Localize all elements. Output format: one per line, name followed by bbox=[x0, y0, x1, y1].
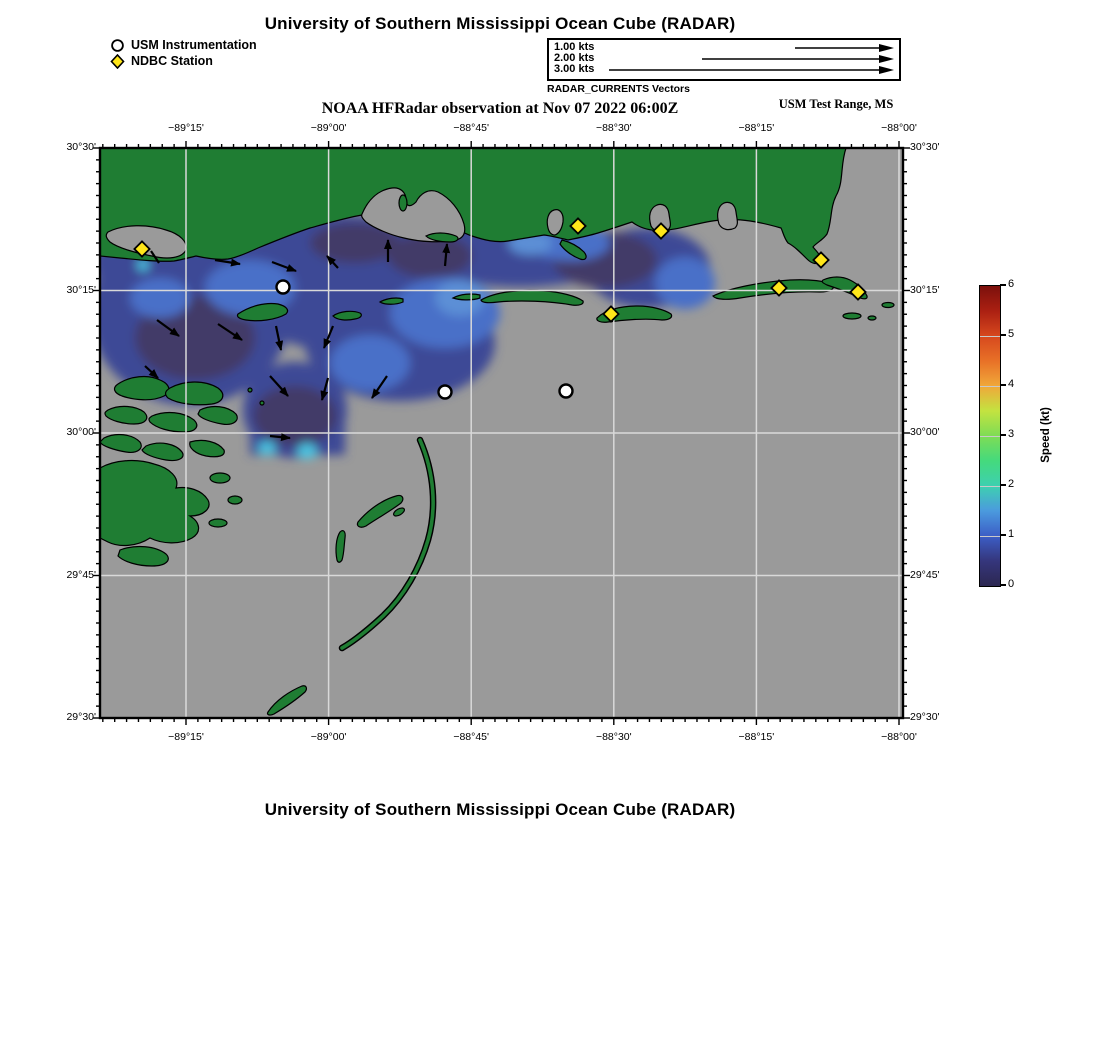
x-tick-label-bottom: −88°00' bbox=[881, 731, 917, 743]
x-tick-label-bottom: −89°15' bbox=[168, 731, 204, 743]
colorbar-tick-label: 4 bbox=[1008, 378, 1015, 390]
colorbar-label: Speed (kt) bbox=[1040, 407, 1052, 463]
y-tick-label-right: 29°45' bbox=[910, 568, 940, 581]
key-3kt-label: 3.00 kts bbox=[554, 63, 595, 75]
key-2kt-label: 2.00 kts bbox=[554, 52, 595, 64]
region-label: USM Test Range, MS bbox=[778, 97, 894, 111]
usm-instrumentation-marker bbox=[439, 386, 452, 399]
colorbar-gridline bbox=[980, 536, 1000, 537]
y-tick-label-right: 30°00' bbox=[910, 426, 940, 438]
vector-scale-key bbox=[547, 38, 901, 81]
legend bbox=[110, 37, 257, 69]
x-tick-label-top: −88°30' bbox=[595, 122, 632, 134]
colorbar-tick-mark bbox=[1000, 534, 1006, 536]
colorbar-gridline bbox=[980, 486, 1000, 487]
colorbar-tick-label: 1 bbox=[1008, 528, 1015, 540]
x-tick-label-top: −89°00' bbox=[310, 122, 347, 134]
map-plot bbox=[100, 148, 903, 718]
colorbar-tick-mark bbox=[1000, 484, 1006, 486]
colorbar-tick-label: 6 bbox=[1008, 278, 1015, 290]
colorbar-tick-mark bbox=[1000, 284, 1006, 286]
page-title: University of Southern Mississippi Ocean Cube (RADAR) bbox=[264, 14, 736, 33]
y-tick-label-right: 30°30' bbox=[910, 141, 940, 153]
colorbar-tick-label: 2 bbox=[1008, 478, 1015, 490]
y-tick-label-right: 29°30' bbox=[910, 711, 940, 723]
usm-circle-icon bbox=[110, 38, 125, 53]
x-tick-label-top: −88°00' bbox=[881, 122, 917, 134]
legend-usm-label: USM Instrumentation bbox=[131, 38, 257, 52]
x-tick-label-top: −88°45' bbox=[453, 122, 490, 134]
x-tick-label-top: −88°15' bbox=[738, 122, 775, 134]
colorbar-gridline bbox=[980, 336, 1000, 337]
y-tick-label-left: 30°15' bbox=[66, 283, 96, 296]
colorbar-tick-label: 5 bbox=[1008, 328, 1015, 340]
colorbar-gridline bbox=[980, 386, 1000, 387]
y-tick-label-left: 30°30' bbox=[66, 141, 96, 153]
colorbar-tick-label: 0 bbox=[1008, 578, 1015, 590]
y-tick-label-left: 30°00' bbox=[66, 426, 96, 438]
key-arrows bbox=[549, 40, 899, 79]
map-subtitle: NOAA HFRadar observation at Nov 07 2022 06:00Z bbox=[321, 100, 679, 117]
usm-instrumentation-marker bbox=[277, 281, 290, 294]
key-caption: RADAR_CURRENTS Vectors bbox=[547, 83, 690, 95]
ndbc-diamond-icon bbox=[110, 54, 125, 69]
usm-instrumentation-marker bbox=[560, 385, 573, 398]
colorbar bbox=[979, 285, 1001, 587]
colorbar-tick-label: 3 bbox=[1008, 428, 1015, 440]
x-tick-label-bottom: −89°00' bbox=[310, 731, 347, 743]
colorbar-tick-mark bbox=[1000, 334, 1006, 336]
x-tick-label-bottom: −88°30' bbox=[595, 731, 632, 743]
bottom-title: University of Southern Mississippi Ocean Cube (RADAR) bbox=[264, 800, 736, 819]
x-tick-label-bottom: −88°45' bbox=[453, 731, 490, 743]
y-tick-label-left: 29°45' bbox=[66, 568, 96, 581]
colorbar-tick-mark bbox=[1000, 384, 1006, 386]
x-tick-label-top: −89°15' bbox=[168, 122, 204, 134]
colorbar-gridline bbox=[980, 436, 1000, 437]
colorbar-tick-mark bbox=[1000, 434, 1006, 436]
x-tick-label-bottom: −88°15' bbox=[738, 731, 775, 743]
legend-ndbc-label: NDBC Station bbox=[131, 54, 213, 68]
colorbar-tick-mark bbox=[1000, 584, 1006, 586]
y-tick-label-left: 29°30' bbox=[66, 711, 96, 723]
key-1kt-label: 1.00 kts bbox=[554, 41, 595, 53]
y-tick-label-right: 30°15' bbox=[910, 283, 940, 296]
